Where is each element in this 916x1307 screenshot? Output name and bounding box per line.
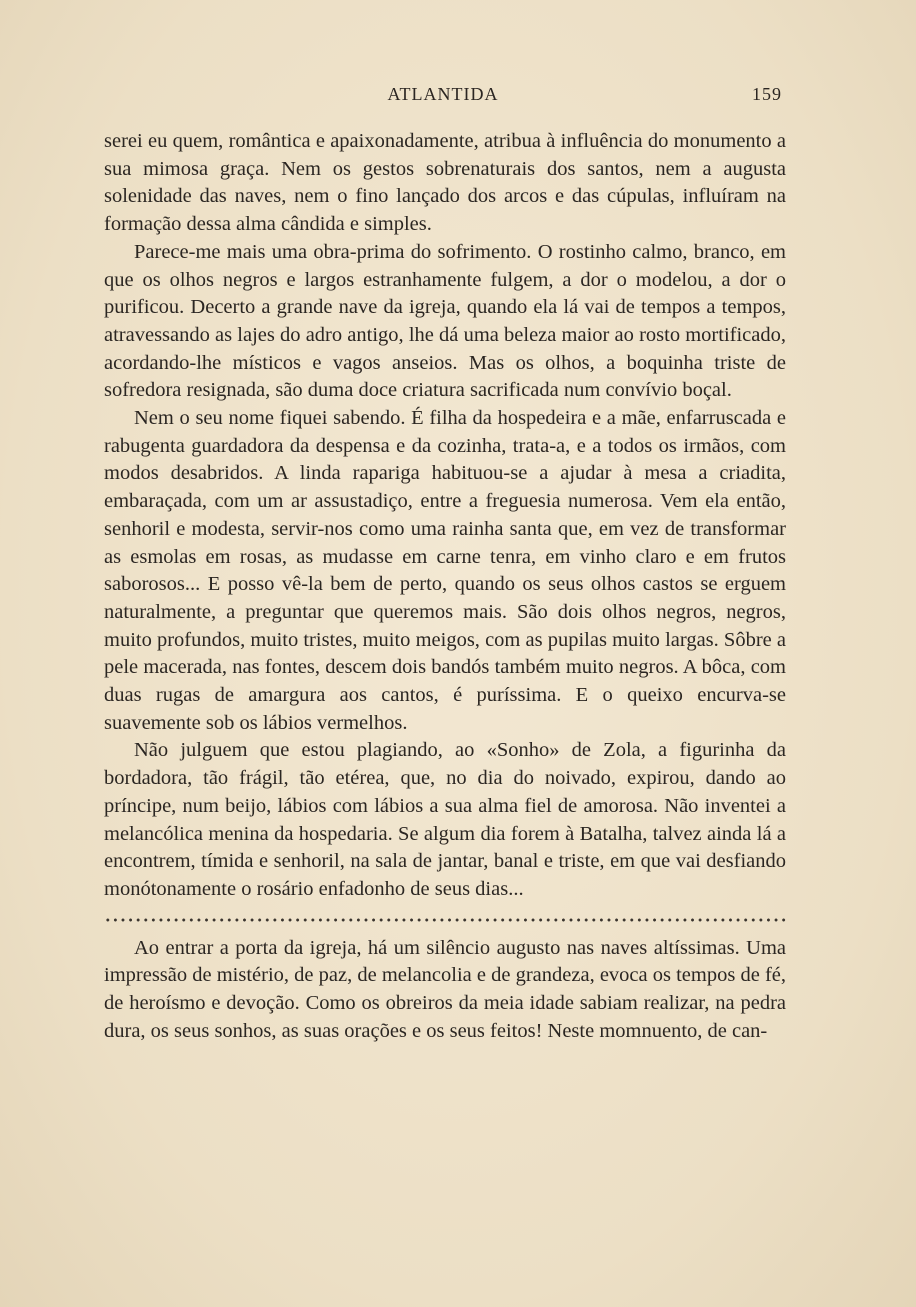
body-text <box>104 128 786 1046</box>
running-title: ATLANTIDA <box>387 84 499 104</box>
paragraph-continuation: serei eu quem, romântica e apaixonadamente, atribua à influência do monumento a sua mimosa graça. Nem os gestos sobrenaturais dos santos, nem a augusta solenidade das naves, nem o fino lançado dos arcos e das cúpulas, influíram na formação dessa alma cândida e simples. <box>104 130 786 236</box>
page-number: 159 <box>752 84 782 104</box>
paragraph: Parece-me mais uma obra-prima do sofrimento. O rostinho calmo, branco, em que os olhos negros e largos estranhamente fulgem, a dor o modelou, a dor o purificou. Decerto a grande nave da igreja, quando ela lá vai de tempos a tempos, atravessando as lajes do adro antigo, lhe dá uma beleza maior ao rosto mortificado, acordando-lhe místicos e vagos anseios. Mas os olhos, a boquinha triste de sofredora resignada, são duma doce criatura sacrificada num convívio boçal. <box>104 240 786 402</box>
paragraph: Ao entrar a porta da igreja, há um silêncio augusto nas naves altíssimas. Uma impressão de mistério, de paz, de melancolia e de grandeza, evoca os tempos de fé, de heroísmo e devoção. Como os obreiros da meia idade sabiam realizar, na pedra dura, os seus sonhos, as suas orações e os seus feitos! Neste momnuento, de can- <box>104 936 786 1042</box>
paragraph: Não julguem que estou plagiando, ao «Sonho» de Zola, a figurinha da bordadora, tão frágil, tão etérea, que, no dia do noivado, expirou, dando ao príncipe, num beijo, lábios com lábios a sua alma fiel de amorosa. Não inventei a melancólica menina da hospedaria. Se algum dia forem à Batalha, talvez ainda lá a encontrem, tímida e senhoril, na sala de jantar, banal e triste, em que vai desfiando monótonamente o rosário enfadonho de seus dias... <box>104 739 786 900</box>
page-header <box>104 84 782 110</box>
dotted-separator <box>104 913 786 927</box>
paragraph: Nem o seu nome fiquei sabendo. É filha da hospedeira e a mãe, enfarruscada e rabugenta guardadora da despensa e da cozinha, trata-a, e a todos os irmãos, com modos desabridos. A linda rapariga habituou-se a ajudar à mesa a criadita, embaraçada, com um ar assustadiço, entre a freguesia numerosa. Vem ela então, senhoril e modesta, servir-nos como uma rainha santa que, em vez de transformar as esmolas em rosas, as mudasse em carne tenra, em vinho claro e em frutos saborosos... E posso vê-la bem de perto, quando os seus olhos castos se erguem naturalmente, a preguntar que queremos mais. São dois olhos negros, negros, muito profundos, muito tristes, muito meigos, com as pupilas muito largas. Sôbre a pele macerada, nas fontes, descem dois bandós também muito negros. A bôca, com duas rugas de amargura aos cantos, é puríssima. E o queixo encurva-se suavemente sob os lábios vermelhos. <box>104 407 786 734</box>
